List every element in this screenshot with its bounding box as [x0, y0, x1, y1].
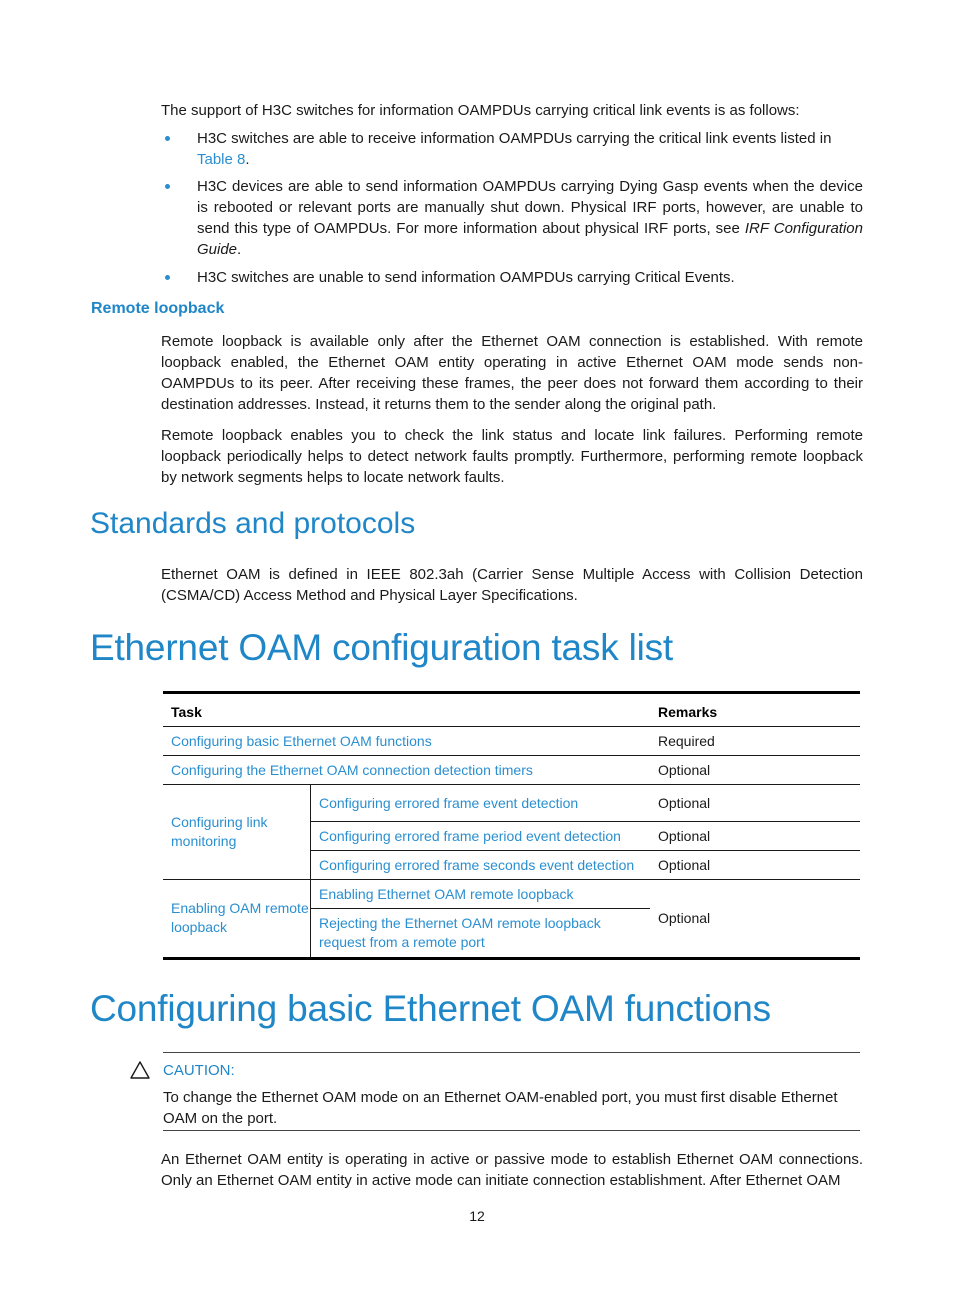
table-8-link[interactable]: Table 8	[197, 151, 246, 168]
irf-guide-reference: IRF Configuration Guide	[197, 220, 863, 258]
remote-loopback-paragraph-1: Remote loopback is available only after the Ethernet OAM connection is established. With remote loopback enabled, the Ethernet OAM entity operating in active Ethernet OAM mode sends non-OAMPDUs to its peer. After receiving these frames, the peer does not forward them according to their destination addresses. Instead, it returns them to the sender along the original path.	[161, 333, 863, 413]
task-link-errored-frame[interactable]: Configuring errored frame event detection	[311, 785, 651, 822]
remarks-cell: Optional	[650, 785, 860, 822]
remarks-cell: Optional	[658, 910, 711, 927]
table-row	[163, 785, 860, 822]
bullet-text: H3C devices are able to send information OAMPDUs carrying Dying Gasp events when the device is rebooted or relevant ports are manually shut down. Physical IRF ports, however, are unable to send this type of OAMPDUs. For more information about physical IRF ports, see	[197, 178, 863, 237]
table-header-row	[163, 694, 860, 727]
bullet-item	[197, 128, 863, 170]
bullet-item	[197, 176, 863, 260]
task-link-reject-remote-loopback[interactable]: Rejecting the Ethernet OAM remote loopback request from a remote port	[311, 909, 651, 957]
task-link-errored-frame-seconds[interactable]: Configuring errored frame seconds event detection	[311, 851, 651, 880]
table-row	[163, 756, 860, 785]
bullet-text: .	[245, 151, 250, 168]
header-remarks: Remarks	[650, 694, 860, 727]
task-link-basic[interactable]: Configuring basic Ethernet OAM functions	[163, 727, 650, 756]
basic-functions-heading: Configuring basic Ethernet OAM functions	[90, 988, 771, 1029]
caution-text: To change the Ethernet OAM mode on an Ethernet OAM-enabled port, you must first disable Ethernet OAM on the port.	[163, 1089, 838, 1127]
table-bottom-rule	[163, 957, 860, 960]
warning-triangle-icon	[130, 1061, 150, 1079]
remote-loopback-paragraph-2: Remote loopback enables you to check the link status and locate link failures. Performing remote loopback periodically helps to detect network faults promptly. Furthermore, performing remote loopback by network segments helps to locate network faults.	[161, 427, 863, 486]
task-list-heading: Ethernet OAM configuration task list	[90, 627, 674, 668]
bullet-text: H3C switches are able to receive information OAMPDUs carrying the critical link events listed in	[197, 130, 832, 147]
intro-paragraph: The support of H3C switches for information OAMPDUs carrying critical link events is as follows:	[161, 102, 800, 119]
table-row	[163, 880, 860, 909]
task-table	[163, 691, 860, 960]
bullet-dot	[165, 184, 170, 189]
remarks-cell: Optional	[650, 756, 860, 785]
standards-heading: Standards and protocols	[90, 507, 416, 540]
remarks-cell: Optional	[650, 851, 860, 880]
bullet-dot	[165, 275, 170, 280]
caution-label: CAUTION:	[163, 1062, 235, 1079]
basic-functions-paragraph: An Ethernet OAM entity is operating in active or passive mode to establish Ethernet OAM connections. Only an Ethernet OAM entity in active mode can initiate connection establishment. After Ethernet OAM	[161, 1151, 863, 1189]
task-link-enable-remote-loopback[interactable]: Enabling Ethernet OAM remote loopback	[311, 880, 651, 909]
task-link-link-monitoring[interactable]: Configuring link monitoring	[163, 785, 311, 880]
task-link-timers[interactable]: Configuring the Ethernet OAM connection detection timers	[163, 756, 650, 785]
caution-top-rule	[163, 1052, 860, 1053]
caution-bottom-rule	[163, 1130, 860, 1131]
task-link-oam-remote-loopback[interactable]: Enabling OAM remote loopback	[171, 900, 309, 936]
table-row	[163, 727, 860, 756]
task-link-errored-frame-period[interactable]: Configuring errored frame period event detection	[311, 822, 651, 851]
bullet-text: .	[237, 241, 242, 258]
page-number: 12	[469, 1208, 485, 1224]
bullet-dot	[165, 136, 170, 141]
bullet-item: H3C switches are unable to send information OAMPDUs carrying Critical Events.	[197, 269, 735, 286]
header-task: Task	[163, 694, 650, 727]
remote-loopback-heading: Remote loopback	[91, 300, 225, 317]
remarks-cell: Optional	[650, 822, 860, 851]
remarks-cell: Required	[650, 727, 860, 756]
standards-paragraph: Ethernet OAM is defined in IEEE 802.3ah (Carrier Sense Multiple Access with Collision Detection (CSMA/CD) Access Method and Physical Layer Specifications.	[161, 566, 863, 604]
